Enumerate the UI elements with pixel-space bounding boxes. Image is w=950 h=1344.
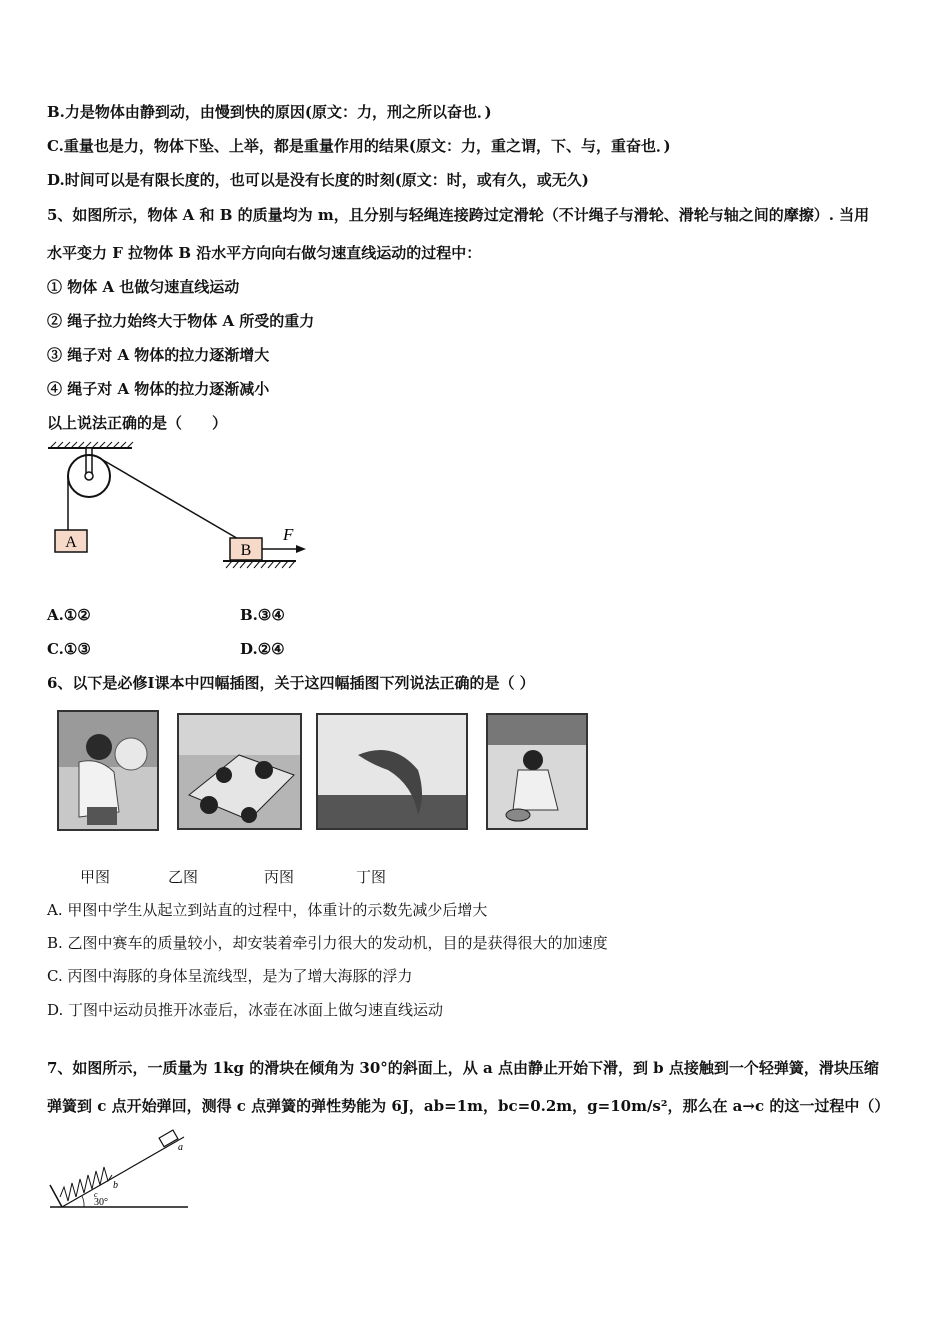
q4-option-c: C.重量也是力，物体下坠、上举，都是重量作用的结果(原文：力，重之谓，下、与，重奋也．)	[47, 137, 671, 155]
angle-label: 30°	[94, 1197, 108, 1208]
q5-ask: 以上说法正确的是（ ）	[47, 414, 228, 432]
photo-yi	[177, 713, 302, 830]
pulley-diagram	[40, 440, 310, 575]
q5-stem-line2: 水平变力 F 拉物体 B 沿水平方向向右做匀速直线运动的过程中：	[47, 244, 482, 262]
photo-ding	[486, 713, 588, 830]
caption-bing: 丙图	[264, 868, 295, 886]
q7-stem-line1: 7、如图所示，一质量为 1kg 的滑块在倾角为 30°的斜面上，从 a 点由静止开始下滑，到 b 点接触到一个轻弹簧，滑块压缩	[47, 1059, 879, 1077]
caption-yi: 乙图	[168, 868, 199, 886]
block-b-label: B	[240, 542, 252, 559]
q5-option-a: A.①②	[47, 606, 91, 624]
q6-option-b: B. 乙图中赛车的质量较小，却安装着牵引力很大的发动机，目的是获得很大的加速度	[47, 934, 608, 952]
q4-option-d: D.时间可以是有限长度的，也可以是没有长度的时刻(原文：时，或有久，或无久)	[47, 171, 589, 189]
point-b-label: b	[113, 1180, 118, 1191]
q5-statement-1: ① 物体 A 也做匀速直线运动	[47, 278, 240, 296]
q5-option-d: D.②④	[240, 640, 285, 658]
block-a-label: A	[65, 534, 77, 551]
q5-statement-2: ② 绳子拉力始终大于物体 A 所受的重力	[47, 312, 315, 330]
photo-bing	[316, 713, 468, 830]
q6-option-c: C. 丙图中海豚的身体呈流线型，是为了增大海豚的浮力	[47, 967, 413, 985]
q5-option-b: B.③④	[240, 606, 285, 624]
q6-stem: 6、以下是必修Ⅰ课本中四幅插图，关于这四幅插图下列说法正确的是（ ）	[47, 674, 535, 692]
point-a-label: a	[178, 1142, 183, 1153]
force-label: F	[283, 525, 294, 544]
q6-option-d: D. 丁图中运动员推开冰壶后，冰壶在冰面上做匀速直线运动	[47, 1001, 444, 1019]
photo-jia	[57, 710, 159, 831]
q5-option-c: C.①③	[47, 640, 91, 658]
caption-jia: 甲图	[80, 868, 111, 886]
q6-option-a: A. 甲图中学生从起立到站直的过程中，体重计的示数先减少后增大	[47, 901, 488, 919]
incline-spring-diagram	[44, 1125, 194, 1215]
q5-statement-3: ③ 绳子对 A 物体的拉力逐渐增大	[47, 346, 270, 364]
caption-ding: 丁图	[356, 868, 387, 886]
q7-stem-line2: 弹簧到 c 点开始弹回，测得 c 点弹簧的弹性势能为 6J，ab=1m，bc=0.2m，g=10m/s²，那么在 a→c 的这一过程中（）	[47, 1097, 890, 1115]
q5-stem-line1: 5、如图所示，物体 A 和 B 的质量均为 m，且分别与轻绳连接跨过定滑轮（不计绳子与滑轮、滑轮与轴之间的摩擦）. 当用	[47, 206, 870, 224]
q5-statement-4: ④ 绳子对 A 物体的拉力逐渐减小	[47, 380, 270, 398]
q4-option-b: B.力是物体由静到动，由慢到快的原因(原文：力，刑之所以奋也．)	[47, 103, 492, 121]
point-c-label: c	[94, 1190, 98, 1199]
